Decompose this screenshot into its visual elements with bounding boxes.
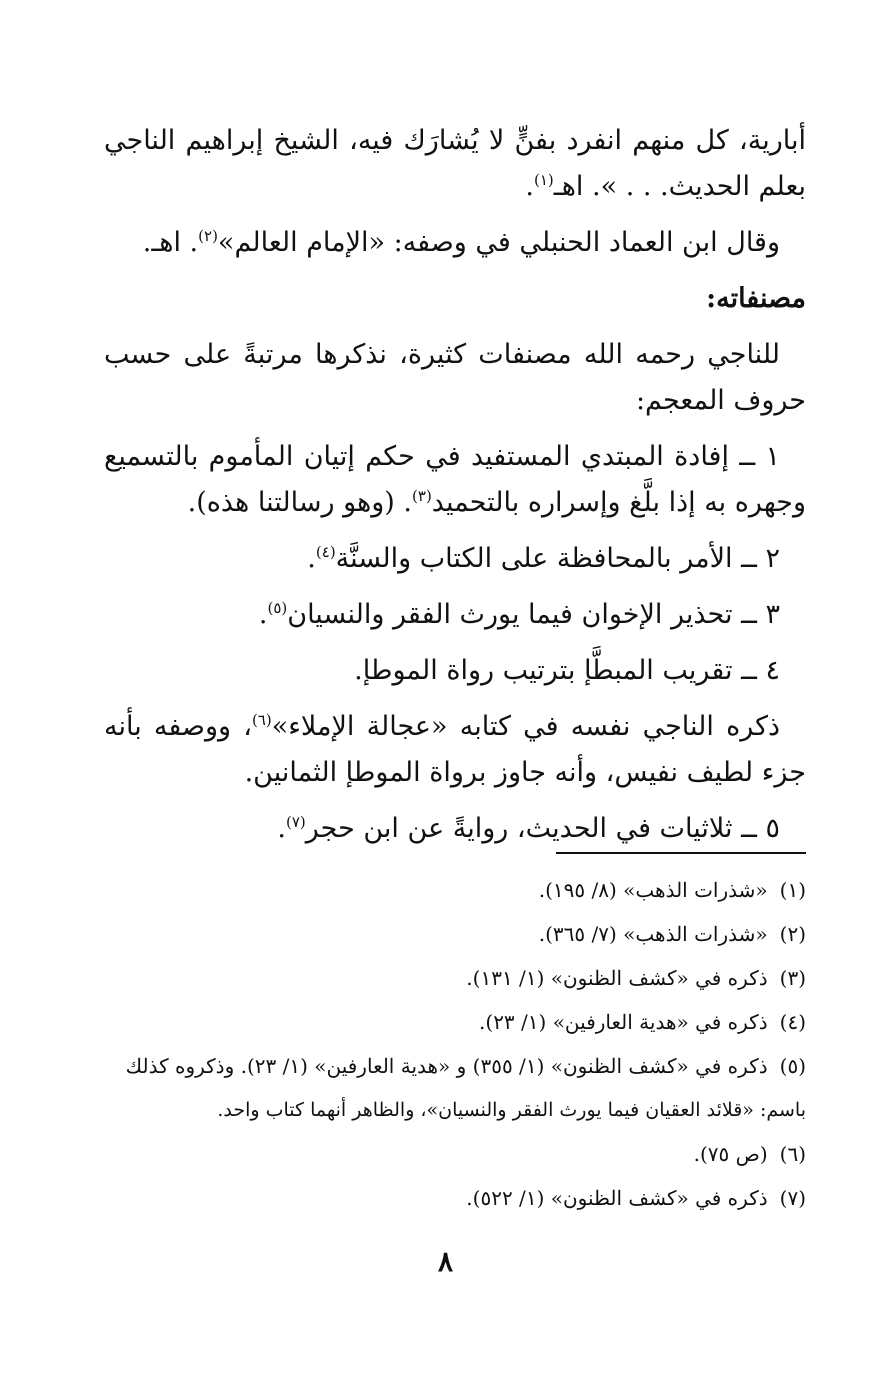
- page-number: ٨: [437, 1245, 454, 1278]
- footnote-4: (٤) ذكره في «هدية العارفين» (١/ ٢٣).: [479, 1010, 806, 1034]
- footnote-ref-7: (٧): [285, 813, 306, 831]
- paragraph-1: أبارية، كل منهم انفرد بفنٍّ لا يُشارَك فيه، الشيخ إبراهيم الناجي بعلم الحديث. . . ». اهـ$^{(١)}$.: [104, 125, 806, 202]
- footnote-5-continuation: باسم: «قلائد العقيان فيما يورث الفقر والنسيان»، والظاهر أنهما كتاب واحد.: [217, 1099, 806, 1121]
- footnote-ref-6: (٦): [251, 711, 272, 729]
- footnote-ref-3: (٣): [412, 487, 432, 505]
- footnote-divider: [556, 852, 806, 854]
- footnote-3: (٣) ذكره في «كشف الظنون» (١/ ١٣١).: [466, 966, 806, 990]
- paragraph-2: وقال ابن العماد الحنبلي في وصفه: «الإمام العالم»$^{(٢)}$. اهـ.: [142, 227, 780, 258]
- footnote-ref-1: (١): [534, 171, 554, 189]
- main-text: [104, 118, 806, 862]
- footnote-6: (٦) (ص ٧٥).: [693, 1142, 806, 1166]
- footnote-5: (٥) ذكره في «كشف الظنون» (١/ ٣٥٥) و «هدية العارفين» (١/ ٢٣). وذكروه كذلك: [125, 1054, 806, 1078]
- footnote-ref-4: (٤): [315, 543, 336, 561]
- paragraph-4: ذكره الناجي نفسه في كتابه «عجالة الإملاء»$^{(٦)}$، ووصفه بأنه جزء لطيف نفيس، وأنه جاوز برواة الموطإ الثمانين.: [104, 711, 806, 788]
- list-item-2: ٢ ــ الأمر بالمحافظة على الكتاب والسنَّة$^{(٤)}$.: [307, 543, 780, 574]
- list-item-3: ٣ ــ تحذير الإخوان فيما يورث الفقر والنسيان$^{(٥)}$.: [258, 599, 780, 630]
- section-heading: مصنفاته:: [706, 283, 806, 314]
- footnotes: [86, 868, 806, 1220]
- list-item-4: ٤ ــ تقريب المبطَّإ بترتيب رواة الموطإ.: [354, 655, 780, 686]
- footnote-1: (١) «شذرات الذهب» (٨/ ١٩٥).: [538, 878, 806, 902]
- paragraph-3: للناجي رحمه الله مصنفات كثيرة، نذكرها مرتبةً على حسب حروف المعجم:: [104, 339, 806, 416]
- footnote-7: (٧) ذكره في «كشف الظنون» (١/ ٥٢٢).: [466, 1186, 806, 1210]
- footnote-2: (٢) «شذرات الذهب» (٧/ ٣٦٥).: [538, 922, 806, 946]
- footnote-ref-2: (٢): [198, 227, 218, 245]
- list-item-5: ٥ ــ ثلاثيات في الحديث، روايةً عن ابن حجر$^{(٧)}$.: [277, 813, 780, 844]
- list-item-1: ١ ــ إفادة المبتدي المستفيد في حكم إتيان المأموم بالتسميع وجهره به إذا بلَّغ وإسراره بالتحميد$^{(٣)}$. (وهو رسالتنا هذه).: [104, 441, 806, 518]
- footnote-ref-5: (٥): [267, 599, 288, 617]
